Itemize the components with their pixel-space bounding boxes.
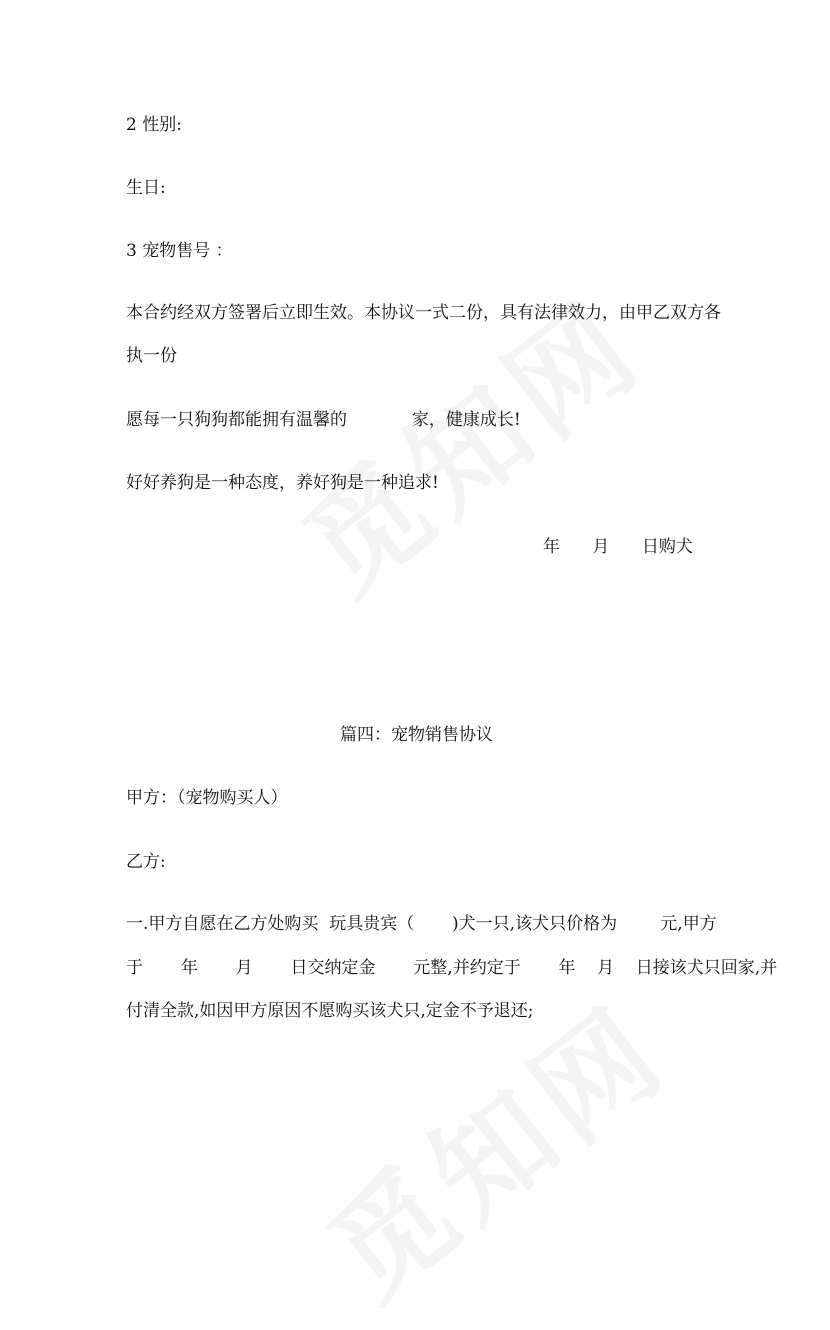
clause-1-line-2: 于 年 月 日交纳定金 元整,并约定于 年 月 日接该犬只回家,并 <box>126 958 778 978</box>
wish-line: 愿每一只狗狗都能拥有温馨的 家，健康成长! <box>126 410 521 430</box>
party-a-line: 甲方：（宠物购买人） <box>126 788 288 808</box>
pet-sale-number-line: 3 宠物售号 ： <box>126 241 233 261</box>
effectiveness-line-2: 执一份 <box>126 346 177 366</box>
birthday-line: 生日: <box>126 178 166 198</box>
clause-1-line-1: 一.甲方自愿在乙方处购买 玩具贵宾（ )犬一只,该犬只价格为 元,甲方 <box>126 914 717 934</box>
effectiveness-line-1: 本合约经双方签署后立即生效。本协议一式二份，具有法律效力，由甲乙双方各 <box>126 303 721 323</box>
attitude-line: 好好养狗是一种态度，养好狗是一种追求! <box>126 473 439 493</box>
gender-line: 2 性别: <box>126 115 182 135</box>
date-purchase-line: 年 月 日购犬 <box>543 537 693 557</box>
clause-1-line-3: 付清全款,如因甲方原因不愿购买该犬只,定金不予退还; <box>126 1001 534 1021</box>
party-b-line: 乙方: <box>126 852 166 872</box>
section-title: 篇四：宠物销售协议 <box>340 725 493 745</box>
